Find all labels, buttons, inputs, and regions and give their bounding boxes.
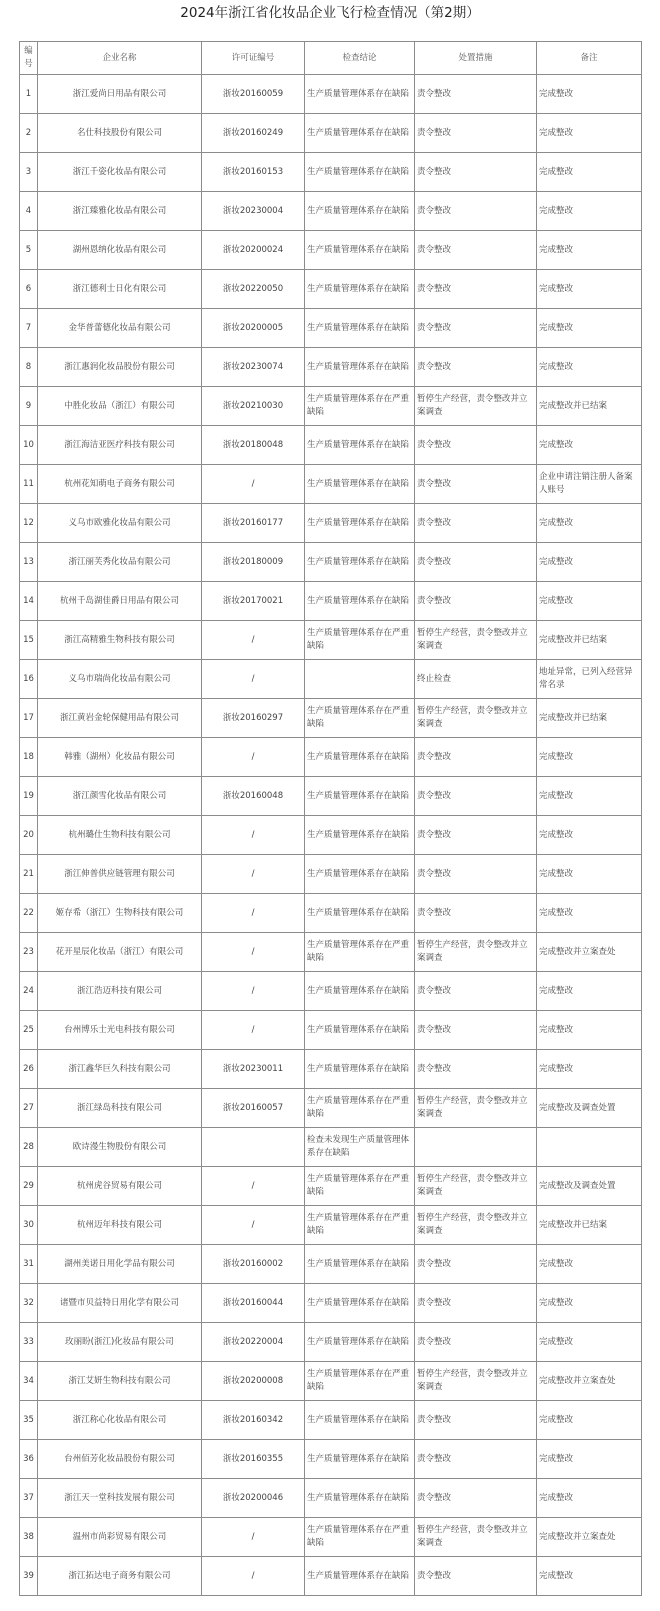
cell-action: 责令整改 (415, 504, 537, 543)
cell-conclusion: 生产质量管理体系存在严重缺陷 (305, 1518, 415, 1557)
cell-remark: 完成整改并立案查处 (537, 933, 642, 972)
cell-action: 责令整改 (415, 894, 537, 933)
cell-remark: 企业申请注销注册人备案人账号 (537, 465, 642, 504)
cell-action: 暂停生产经营，责令整改并立案调查 (415, 1089, 537, 1128)
cell-action (415, 1128, 537, 1167)
cell-remark: 完成整改 (537, 543, 642, 582)
cell-action: 责令整改 (415, 114, 537, 153)
cell-remark: 完成整改及调查处置 (537, 1167, 642, 1206)
cell-conclusion: 生产质量管理体系存在缺陷 (305, 270, 415, 309)
cell-number: 20 (20, 816, 38, 855)
cell-license: / (202, 933, 305, 972)
cell-license: 浙妆20160153 (202, 153, 305, 192)
cell-action: 责令整改 (415, 465, 537, 504)
header-company: 企业名称 (38, 42, 202, 75)
cell-conclusion: 生产质量管理体系存在缺陷 (305, 1011, 415, 1050)
cell-number: 15 (20, 621, 38, 660)
table-row (20, 1557, 642, 1596)
cell-company: 浙江丽芙秀化妆品有限公司 (38, 543, 202, 582)
cell-license: 浙妆20200024 (202, 231, 305, 270)
cell-remark: 完成整改 (537, 582, 642, 621)
cell-license: 浙妆20160059 (202, 75, 305, 114)
cell-action: 责令整改 (415, 348, 537, 387)
cell-number: 26 (20, 1050, 38, 1089)
table-row (20, 1050, 642, 1089)
cell-action: 责令整改 (415, 309, 537, 348)
table-row (20, 972, 642, 1011)
table-row (20, 738, 642, 777)
cell-company: 浙江拓达电子商务有限公司 (38, 1557, 202, 1596)
cell-company: 台州博乐士光电科技有限公司 (38, 1011, 202, 1050)
cell-company: 浙江天一堂科技发展有限公司 (38, 1479, 202, 1518)
cell-conclusion: 生产质量管理体系存在缺陷 (305, 426, 415, 465)
cell-company: 杭州虎谷贸易有限公司 (38, 1167, 202, 1206)
cell-conclusion: 生产质量管理体系存在缺陷 (305, 894, 415, 933)
cell-company: 浙江颜雪化妆品有限公司 (38, 777, 202, 816)
cell-conclusion: 生产质量管理体系存在严重缺陷 (305, 699, 415, 738)
cell-company: 浙江鑫华巨久科技有限公司 (38, 1050, 202, 1089)
cell-license: / (202, 1206, 305, 1245)
cell-conclusion: 生产质量管理体系存在严重缺陷 (305, 933, 415, 972)
cell-company: 浙江绿岛科技有限公司 (38, 1089, 202, 1128)
table-row (20, 1128, 642, 1167)
cell-license: / (202, 972, 305, 1011)
cell-action: 责令整改 (415, 855, 537, 894)
cell-conclusion: 生产质量管理体系存在缺陷 (305, 309, 415, 348)
cell-license: 浙妆20230004 (202, 192, 305, 231)
cell-number: 2 (20, 114, 38, 153)
table-row (20, 1401, 642, 1440)
cell-remark: 完成整改 (537, 270, 642, 309)
cell-action: 责令整改 (415, 1479, 537, 1518)
table-row (20, 933, 642, 972)
cell-license: / (202, 1167, 305, 1206)
cell-remark: 完成整改 (537, 894, 642, 933)
cell-action: 责令整改 (415, 270, 537, 309)
cell-action: 责令整改 (415, 1050, 537, 1089)
cell-company: 欧诗漫生物股份有限公司 (38, 1128, 202, 1167)
cell-action: 责令整改 (415, 1011, 537, 1050)
cell-action: 责令整改 (415, 777, 537, 816)
table-row (20, 426, 642, 465)
table-row (20, 387, 642, 426)
cell-action: 责令整改 (415, 1557, 537, 1596)
cell-action: 责令整改 (415, 1401, 537, 1440)
table-row (20, 504, 642, 543)
cell-remark: 完成整改 (537, 1323, 642, 1362)
cell-conclusion: 生产质量管理体系存在缺陷 (305, 153, 415, 192)
cell-action: 责令整改 (415, 192, 537, 231)
cell-conclusion: 生产质量管理体系存在缺陷 (305, 1323, 415, 1362)
cell-number: 36 (20, 1440, 38, 1479)
cell-remark: 完成整改并已结案 (537, 699, 642, 738)
table-row (20, 855, 642, 894)
table-header-row (20, 42, 642, 75)
header-remark: 备注 (537, 42, 642, 75)
cell-license: 浙妆20180048 (202, 426, 305, 465)
cell-license: 浙妆20200046 (202, 1479, 305, 1518)
cell-license: / (202, 738, 305, 777)
table-row (20, 1206, 642, 1245)
cell-conclusion (305, 660, 415, 699)
cell-action: 责令整改 (415, 75, 537, 114)
cell-company: 中胜化妆品（浙江）有限公司 (38, 387, 202, 426)
cell-number: 12 (20, 504, 38, 543)
cell-license: 浙妆20230074 (202, 348, 305, 387)
cell-remark: 完成整改 (537, 309, 642, 348)
table-row (20, 75, 642, 114)
cell-remark: 完成整改及调查处置 (537, 1089, 642, 1128)
cell-action: 责令整改 (415, 1245, 537, 1284)
cell-number: 7 (20, 309, 38, 348)
header-action: 处置措施 (415, 42, 537, 75)
table-body (20, 75, 642, 1596)
cell-number: 13 (20, 543, 38, 582)
cell-action: 责令整改 (415, 738, 537, 777)
cell-action: 责令整改 (415, 972, 537, 1011)
cell-remark: 完成整改 (537, 816, 642, 855)
table-row (20, 231, 642, 270)
cell-company: 浙江伸普供应链管理有限公司 (38, 855, 202, 894)
inspection-table (19, 41, 642, 1596)
cell-remark: 完成整改并已结案 (537, 1206, 642, 1245)
cell-company: 杭州千岛湖佳爵日用品有限公司 (38, 582, 202, 621)
cell-remark: 地址异常，已列入经营异常名录 (537, 660, 642, 699)
cell-company: 浙江黄岩金轮保健用品有限公司 (38, 699, 202, 738)
cell-number: 11 (20, 465, 38, 504)
cell-license: 浙妆20220050 (202, 270, 305, 309)
cell-action: 责令整改 (415, 1284, 537, 1323)
cell-company: 义乌市瑞尚化妆品有限公司 (38, 660, 202, 699)
cell-conclusion: 生产质量管理体系存在缺陷 (305, 855, 415, 894)
cell-remark: 完成整改 (537, 1050, 642, 1089)
cell-remark: 完成整改 (537, 738, 642, 777)
header-conclusion: 检查结论 (305, 42, 415, 75)
cell-license: 浙妆20230011 (202, 1050, 305, 1089)
page-title: 2024年浙江省化妆品企业飞行检查情况（第2期） (180, 5, 480, 21)
cell-license: / (202, 894, 305, 933)
cell-remark: 完成整改 (537, 1284, 642, 1323)
cell-company: 浙江惠润化妆品股份有限公司 (38, 348, 202, 387)
cell-remark (537, 1128, 642, 1167)
cell-conclusion: 生产质量管理体系存在严重缺陷 (305, 1167, 415, 1206)
cell-license: 浙妆20160177 (202, 504, 305, 543)
cell-conclusion: 生产质量管理体系存在严重缺陷 (305, 1206, 415, 1245)
cell-action: 暂停生产经营，责令整改并立案调查 (415, 1167, 537, 1206)
cell-remark: 完成整改 (537, 1479, 642, 1518)
cell-conclusion: 生产质量管理体系存在缺陷 (305, 1401, 415, 1440)
cell-company: 杭州迈年科技有限公司 (38, 1206, 202, 1245)
cell-license: / (202, 1011, 305, 1050)
cell-remark: 完成整改 (537, 1011, 642, 1050)
cell-number: 24 (20, 972, 38, 1011)
cell-action: 责令整改 (415, 816, 537, 855)
cell-license: 浙妆20210030 (202, 387, 305, 426)
cell-license: 浙妆20160044 (202, 1284, 305, 1323)
table-row (20, 894, 642, 933)
cell-conclusion: 生产质量管理体系存在缺陷 (305, 1284, 415, 1323)
cell-conclusion: 生产质量管理体系存在缺陷 (305, 738, 415, 777)
cell-license: 浙妆20160002 (202, 1245, 305, 1284)
cell-action: 暂停生产经营，责令整改并立案调查 (415, 1362, 537, 1401)
table-row (20, 699, 642, 738)
cell-remark: 完成整改 (537, 777, 642, 816)
cell-remark: 完成整改 (537, 855, 642, 894)
cell-company: 浙江爱尚日用品有限公司 (38, 75, 202, 114)
cell-action: 责令整改 (415, 582, 537, 621)
cell-company: 浙江海洁亚医疗科技有限公司 (38, 426, 202, 465)
cell-action: 责令整改 (415, 153, 537, 192)
cell-conclusion: 生产质量管理体系存在严重缺陷 (305, 1089, 415, 1128)
cell-action: 责令整改 (415, 1323, 537, 1362)
cell-number: 6 (20, 270, 38, 309)
cell-action: 责令整改 (415, 426, 537, 465)
table-row (20, 1284, 642, 1323)
cell-company: 湖州美诺日用化学品有限公司 (38, 1245, 202, 1284)
cell-action: 暂停生产经营，责令整改并立案调查 (415, 1206, 537, 1245)
cell-license: 浙妆20160355 (202, 1440, 305, 1479)
cell-license: / (202, 816, 305, 855)
cell-company: 玫丽盼(浙江)化妆品有限公司 (38, 1323, 202, 1362)
cell-company: 浙江德利士日化有限公司 (38, 270, 202, 309)
cell-action: 暂停生产经营，责令整改并立案调查 (415, 1518, 537, 1557)
cell-number: 22 (20, 894, 38, 933)
cell-company: 浙江高精雅生物科技有限公司 (38, 621, 202, 660)
cell-conclusion: 生产质量管理体系存在缺陷 (305, 114, 415, 153)
cell-number: 38 (20, 1518, 38, 1557)
cell-remark: 完成整改 (537, 153, 642, 192)
header-license: 许可证编号 (202, 42, 305, 75)
cell-license (202, 1128, 305, 1167)
table-row (20, 1011, 642, 1050)
cell-number: 31 (20, 1245, 38, 1284)
cell-conclusion: 生产质量管理体系存在严重缺陷 (305, 387, 415, 426)
cell-number: 37 (20, 1479, 38, 1518)
cell-company: 浙江称心化妆品有限公司 (38, 1401, 202, 1440)
table-row (20, 777, 642, 816)
cell-company: 浙江艾妍生物科技有限公司 (38, 1362, 202, 1401)
cell-conclusion: 生产质量管理体系存在缺陷 (305, 816, 415, 855)
cell-license: / (202, 660, 305, 699)
cell-number: 16 (20, 660, 38, 699)
cell-conclusion: 生产质量管理体系存在缺陷 (305, 1440, 415, 1479)
cell-action: 终止检查 (415, 660, 537, 699)
cell-conclusion: 检查未发现生产质量管理体系存在缺陷 (305, 1128, 415, 1167)
table-row (20, 1245, 642, 1284)
cell-number: 28 (20, 1128, 38, 1167)
cell-remark: 完成整改并立案查处 (537, 1518, 642, 1557)
cell-company: 温州市尚彩贸易有限公司 (38, 1518, 202, 1557)
cell-license: / (202, 1518, 305, 1557)
cell-remark: 完成整改 (537, 114, 642, 153)
cell-remark: 完成整改 (537, 1401, 642, 1440)
cell-remark: 完成整改并已结案 (537, 387, 642, 426)
table-row (20, 348, 642, 387)
cell-license: 浙妆20180009 (202, 543, 305, 582)
cell-action: 暂停生产经营，责令整改并立案调查 (415, 933, 537, 972)
table-row (20, 621, 642, 660)
cell-number: 23 (20, 933, 38, 972)
cell-remark: 完成整改 (537, 1557, 642, 1596)
cell-company: 义乌市欧雅化妆品有限公司 (38, 504, 202, 543)
cell-company: 浙江千姿化妆品有限公司 (38, 153, 202, 192)
cell-license: 浙妆20220004 (202, 1323, 305, 1362)
table-row (20, 1089, 642, 1128)
cell-company: 花开星辰化妆品（浙江）有限公司 (38, 933, 202, 972)
cell-license: 浙妆20200008 (202, 1362, 305, 1401)
cell-license: 浙妆20160057 (202, 1089, 305, 1128)
cell-conclusion: 生产质量管理体系存在缺陷 (305, 1050, 415, 1089)
cell-company: 湖州恩纳化妆品有限公司 (38, 231, 202, 270)
cell-company: 韩雅（湖州）化妆品有限公司 (38, 738, 202, 777)
cell-number: 8 (20, 348, 38, 387)
cell-number: 4 (20, 192, 38, 231)
table-row (20, 114, 642, 153)
cell-conclusion: 生产质量管理体系存在缺陷 (305, 777, 415, 816)
cell-license: / (202, 465, 305, 504)
cell-number: 30 (20, 1206, 38, 1245)
cell-company: 台州佰芳化妆品股份有限公司 (38, 1440, 202, 1479)
cell-conclusion: 生产质量管理体系存在缺陷 (305, 192, 415, 231)
cell-number: 17 (20, 699, 38, 738)
table-row (20, 816, 642, 855)
cell-license: / (202, 1557, 305, 1596)
cell-remark: 完成整改 (537, 1245, 642, 1284)
table-row (20, 1323, 642, 1362)
cell-number: 33 (20, 1323, 38, 1362)
cell-license: 浙妆20160342 (202, 1401, 305, 1440)
cell-action: 责令整改 (415, 231, 537, 270)
cell-license: / (202, 621, 305, 660)
table-row (20, 465, 642, 504)
cell-action: 责令整改 (415, 543, 537, 582)
cell-number: 27 (20, 1089, 38, 1128)
cell-number: 5 (20, 231, 38, 270)
cell-license: / (202, 855, 305, 894)
cell-conclusion: 生产质量管理体系存在缺陷 (305, 231, 415, 270)
cell-number: 9 (20, 387, 38, 426)
cell-number: 19 (20, 777, 38, 816)
cell-company: 浙江臻雅化妆品有限公司 (38, 192, 202, 231)
cell-number: 39 (20, 1557, 38, 1596)
cell-number: 34 (20, 1362, 38, 1401)
cell-remark: 完成整改 (537, 426, 642, 465)
cell-company: 姬存希（浙江）生物科技有限公司 (38, 894, 202, 933)
table-row (20, 660, 642, 699)
cell-number: 3 (20, 153, 38, 192)
cell-number: 14 (20, 582, 38, 621)
cell-conclusion: 生产质量管理体系存在缺陷 (305, 1557, 415, 1596)
cell-conclusion: 生产质量管理体系存在缺陷 (305, 543, 415, 582)
cell-remark: 完成整改 (537, 75, 642, 114)
table-row (20, 1167, 642, 1206)
cell-conclusion: 生产质量管理体系存在缺陷 (305, 1245, 415, 1284)
cell-company: 杭州花知萌电子商务有限公司 (38, 465, 202, 504)
cell-remark: 完成整改并立案查处 (537, 1362, 642, 1401)
table-row (20, 1362, 642, 1401)
header-no: 编号 (20, 42, 38, 75)
cell-remark: 完成整改并已结案 (537, 621, 642, 660)
cell-remark: 完成整改 (537, 231, 642, 270)
cell-license: 浙妆20170021 (202, 582, 305, 621)
cell-number: 29 (20, 1167, 38, 1206)
cell-license: 浙妆20160297 (202, 699, 305, 738)
cell-action: 暂停生产经营，责令整改并立案调查 (415, 621, 537, 660)
table-row (20, 543, 642, 582)
cell-remark: 完成整改 (537, 348, 642, 387)
table-row (20, 1518, 642, 1557)
table-row (20, 1440, 642, 1479)
cell-company: 金华普蕾德化妆品有限公司 (38, 309, 202, 348)
table-row (20, 192, 642, 231)
cell-company: 杭州璐仕生物科技有限公司 (38, 816, 202, 855)
table-row (20, 153, 642, 192)
cell-conclusion: 生产质量管理体系存在缺陷 (305, 465, 415, 504)
cell-remark: 完成整改 (537, 504, 642, 543)
cell-license: 浙妆20160249 (202, 114, 305, 153)
cell-remark: 完成整改 (537, 972, 642, 1011)
table-row (20, 270, 642, 309)
cell-action: 暂停生产经营，责令整改并立案调查 (415, 699, 537, 738)
cell-number: 21 (20, 855, 38, 894)
cell-conclusion: 生产质量管理体系存在缺陷 (305, 75, 415, 114)
cell-conclusion: 生产质量管理体系存在缺陷 (305, 504, 415, 543)
cell-company: 名仕科技股份有限公司 (38, 114, 202, 153)
cell-number: 35 (20, 1401, 38, 1440)
cell-company: 诸暨市贝益特日用化学有限公司 (38, 1284, 202, 1323)
cell-conclusion: 生产质量管理体系存在缺陷 (305, 582, 415, 621)
cell-conclusion: 生产质量管理体系存在缺陷 (305, 348, 415, 387)
cell-conclusion: 生产质量管理体系存在严重缺陷 (305, 621, 415, 660)
table-row (20, 582, 642, 621)
cell-number: 1 (20, 75, 38, 114)
cell-number: 18 (20, 738, 38, 777)
cell-license: 浙妆20160048 (202, 777, 305, 816)
cell-action: 暂停生产经营，责令整改并立案调查 (415, 387, 537, 426)
cell-number: 25 (20, 1011, 38, 1050)
cell-remark: 完成整改 (537, 1440, 642, 1479)
cell-remark: 完成整改 (537, 192, 642, 231)
cell-company: 浙江浩迈科技有限公司 (38, 972, 202, 1011)
table-row (20, 1479, 642, 1518)
cell-conclusion: 生产质量管理体系存在严重缺陷 (305, 1362, 415, 1401)
cell-number: 10 (20, 426, 38, 465)
cell-action: 责令整改 (415, 1440, 537, 1479)
cell-conclusion: 生产质量管理体系存在缺陷 (305, 972, 415, 1011)
cell-number: 32 (20, 1284, 38, 1323)
table-row (20, 309, 642, 348)
cell-conclusion: 生产质量管理体系存在缺陷 (305, 1479, 415, 1518)
cell-license: 浙妆20200005 (202, 309, 305, 348)
